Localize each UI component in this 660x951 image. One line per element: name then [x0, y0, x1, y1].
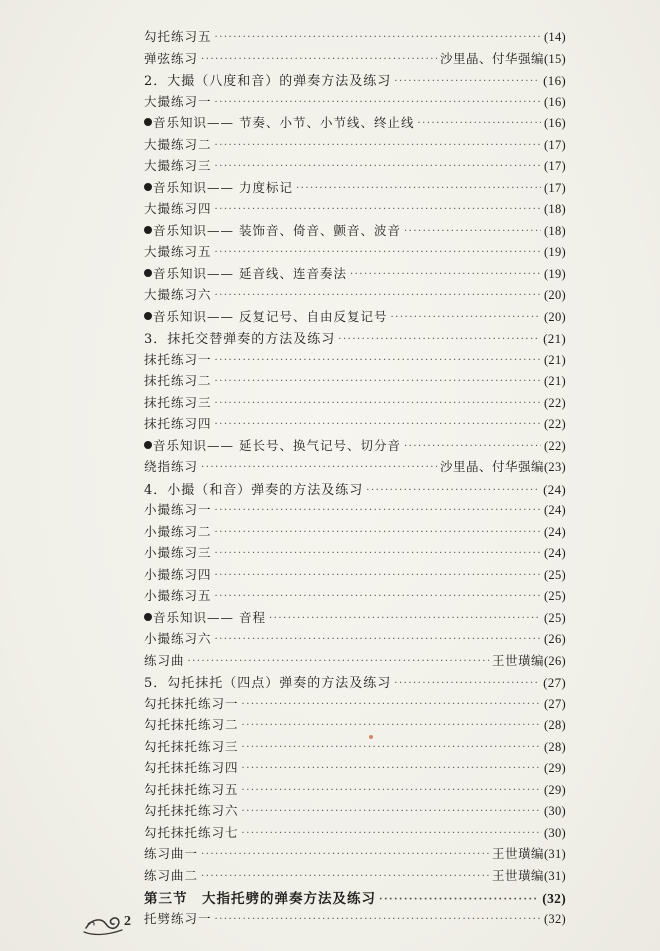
toc-entry-page: (27) [543, 675, 566, 690]
toc-entry-page: (24) [543, 481, 566, 497]
toc-entry-text: 大撮练习四 [144, 201, 212, 216]
toc-entry[interactable] [144, 156, 566, 178]
toc-entry[interactable] [144, 844, 566, 866]
dot-leader [242, 699, 541, 710]
toc-entry-title [144, 27, 212, 45]
toc-entry-page: (29) [543, 782, 566, 797]
dot-leader [201, 871, 489, 882]
toc-entry-page: (25) [543, 610, 566, 625]
toc-entry[interactable] [144, 436, 566, 458]
toc-entry-text: 小撮练习一 [144, 502, 212, 517]
toc-entry[interactable] [144, 887, 566, 909]
bullet-icon [144, 183, 152, 191]
toc-entry-page: (14) [543, 30, 566, 44]
toc-entry-page: (15) [543, 51, 566, 66]
toc-entry[interactable] [144, 801, 566, 823]
toc-entry[interactable] [144, 651, 566, 673]
toc-entry[interactable] [144, 909, 566, 931]
toc-entry-page: (24) [543, 546, 566, 560]
toc-entry-page: (16) [543, 73, 566, 88]
toc-entry-page: (31) [543, 868, 566, 883]
toc-entry-author: 沙里晶、付华强编 [439, 459, 544, 474]
toc-entry-title [144, 758, 239, 776]
toc-entry-title [144, 221, 401, 239]
toc-entry-text: 音乐知识—— 反复记号、自由反复记号 [153, 308, 388, 324]
toc-entry-text: 小撮练习二 [144, 523, 212, 539]
toc-entry-title [144, 780, 239, 798]
toc-entry-text: 勾托抹托练习二 [144, 717, 239, 732]
toc-entry[interactable] [144, 242, 566, 264]
toc-entry-title [144, 565, 212, 583]
toc-entry[interactable] [144, 479, 566, 501]
toc-entry-text: 大撮练习六 [144, 287, 212, 302]
dot-leader [215, 419, 541, 430]
dot-leader [201, 462, 437, 473]
dot-leader [215, 161, 541, 172]
toc-entry-text: 练习曲 [144, 652, 185, 668]
dot-leader [188, 656, 489, 667]
toc-entry-text: 小撮练习四 [144, 566, 212, 582]
toc-entry[interactable] [144, 49, 566, 71]
toc-entry[interactable] [144, 264, 566, 286]
toc-entry-text: 2．大撮（八度和音）的弹奏方法及练习 [144, 74, 392, 89]
toc-entry[interactable] [144, 178, 566, 200]
toc-entry[interactable] [144, 113, 566, 135]
toc-entry-title [144, 92, 212, 110]
dot-leader [404, 226, 541, 237]
toc-entry-text: 小撮练习六 [144, 631, 212, 646]
toc-entry-text: 练习曲二 [144, 867, 199, 883]
toc-entry-text: 练习曲一 [144, 846, 199, 861]
toc-entry-page: (27) [543, 696, 566, 711]
toc-entry-page: (22) [543, 395, 566, 410]
dot-leader [242, 785, 541, 796]
toc-entry-text: 勾托抹托练习四 [144, 760, 239, 775]
toc-entry-page: (23) [543, 460, 566, 474]
toc-entry-title [144, 522, 212, 540]
toc-entry[interactable] [144, 307, 566, 329]
toc-entry-page: (19) [543, 245, 566, 259]
toc-entry-author: 王世璜编 [491, 867, 544, 883]
toc-entry-title [144, 801, 239, 819]
toc-entry-text: 勾托抹托练习六 [144, 803, 239, 818]
dot-leader [350, 269, 541, 280]
table-of-contents [144, 27, 566, 930]
toc-entry-text: 大撮练习一 [144, 93, 212, 109]
dot-leader [215, 570, 541, 581]
toc-entry[interactable] [144, 737, 566, 759]
toc-entry-title [144, 629, 212, 647]
toc-entry-page: (22) [543, 438, 566, 453]
toc-entry-text: 大撮练习五 [144, 244, 212, 259]
toc-entry-text: 大撮练习三 [144, 158, 212, 173]
bullet-icon [144, 269, 152, 277]
dot-leader [215, 527, 541, 538]
dot-leader [338, 334, 540, 345]
toc-entry[interactable] [144, 414, 566, 436]
toc-entry-text: 音乐知识—— 装饰音、倚音、颤音、波音 [153, 222, 401, 238]
toc-entry-title [144, 393, 212, 411]
dot-leader [394, 678, 540, 689]
dot-leader [394, 76, 540, 87]
toc-entry-title [144, 199, 212, 217]
toc-entry[interactable] [144, 565, 566, 587]
toc-entry-text: 小撮练习五 [144, 588, 212, 603]
toc-entry-page: (17) [543, 137, 566, 152]
toc-entry-text: 小撮练习三 [144, 545, 212, 560]
toc-entry-title [144, 866, 198, 884]
toc-entry[interactable] [144, 629, 566, 651]
dot-leader [417, 118, 540, 129]
dot-leader [215, 290, 541, 301]
toc-entry-title [144, 672, 391, 691]
dot-leader [390, 312, 540, 323]
toc-entry-author: 王世璜编 [491, 846, 544, 861]
toc-entry[interactable] [144, 70, 566, 92]
toc-entry-title [144, 909, 212, 927]
dot-leader [201, 849, 489, 860]
toc-entry-text: 抹托练习一 [144, 351, 212, 367]
dot-leader [215, 914, 541, 925]
toc-entry-title [144, 70, 391, 89]
toc-entry-text: 音乐知识—— 音程 [153, 609, 266, 625]
toc-entry-page: (21) [543, 331, 566, 346]
toc-entry-title [144, 350, 212, 368]
toc-entry-page: (25) [543, 589, 566, 603]
dot-leader [242, 763, 541, 774]
dot-leader [215, 591, 541, 602]
toc-entry[interactable] [144, 371, 566, 393]
toc-entry[interactable] [144, 694, 566, 716]
toc-entry-page: (24) [543, 524, 566, 539]
bullet-icon [144, 441, 152, 449]
toc-entry-title [144, 371, 212, 389]
toc-entry[interactable] [144, 608, 566, 630]
toc-entry[interactable] [144, 543, 566, 565]
toc-entry-title [144, 586, 212, 604]
toc-entry-title [144, 307, 387, 325]
toc-entry-title [144, 328, 335, 347]
toc-entry-title [144, 156, 212, 174]
dot-leader [296, 183, 541, 194]
toc-entry-title [144, 694, 239, 712]
toc-entry[interactable] [144, 135, 566, 157]
toc-entry-page: (26) [543, 653, 566, 668]
dot-leader [215, 140, 541, 151]
dot-leader [215, 355, 541, 366]
toc-entry-title [144, 285, 212, 303]
dot-leader [215, 247, 541, 258]
toc-entry-text: 勾托抹托练习七 [144, 824, 239, 840]
toc-entry-page: (29) [543, 761, 566, 775]
toc-entry-page: (32) [542, 891, 566, 906]
toc-entry[interactable] [144, 500, 566, 522]
toc-entry-text: 音乐知识—— 延音线、连音奏法 [153, 265, 347, 281]
toc-entry-page: (28) [543, 718, 566, 732]
toc-entry[interactable] [144, 586, 566, 608]
toc-entry-title [144, 264, 347, 282]
toc-entry-page: (32) [543, 911, 566, 926]
dot-leader [379, 894, 539, 905]
toc-entry-page: (16) [543, 116, 566, 130]
toc-entry-text: 勾托抹托练习五 [144, 781, 239, 797]
toc-entry-page: (28) [543, 739, 566, 754]
dot-leader [242, 806, 541, 817]
toc-entry[interactable] [144, 823, 566, 845]
page-number: 2 [124, 914, 131, 929]
toc-entry-title [144, 49, 198, 67]
toc-entry-author: 沙里晶、付华强编 [439, 50, 544, 66]
toc-entry-title [144, 608, 266, 626]
toc-entry-page: (16) [543, 94, 566, 109]
toc-entry[interactable] [144, 522, 566, 544]
dot-leader [201, 54, 437, 65]
toc-entry-title [144, 457, 198, 475]
toc-entry-title [144, 414, 212, 432]
dot-leader [269, 613, 541, 624]
toc-entry-title [144, 113, 414, 131]
toc-entry-text: 音乐知识—— 节奏、小节、小节线、终止线 [153, 115, 415, 130]
toc-entry-title [144, 715, 239, 733]
toc-entry-page: (31) [543, 847, 566, 861]
dot-leader [215, 97, 541, 108]
dot-leader [242, 742, 541, 753]
toc-entry-text: 弹弦练习 [144, 50, 199, 66]
toc-entry-page: (19) [543, 266, 566, 281]
dot-leader [215, 32, 541, 43]
toc-entry-page: (17) [543, 180, 566, 195]
dot-leader [215, 376, 541, 387]
bullet-icon [144, 226, 152, 234]
toc-entry-text: 5．勾托抹托（四点）弹奏的方法及练习 [144, 676, 392, 691]
toc-entry-text: 音乐知识—— 力度标记 [153, 179, 293, 195]
bullet-icon [144, 613, 152, 621]
dot-leader [215, 634, 541, 645]
toc-entry[interactable] [144, 92, 566, 114]
toc-entry-text: 勾托抹托练习三 [144, 738, 239, 754]
toc-entry[interactable] [144, 199, 566, 221]
toc-entry[interactable] [144, 27, 566, 49]
toc-entry[interactable] [144, 758, 566, 780]
toc-entry[interactable] [144, 672, 566, 694]
bullet-icon [144, 312, 152, 320]
dot-leader [242, 720, 541, 731]
bullet-icon [144, 118, 152, 126]
toc-entry-text: 抹托练习四 [144, 416, 212, 431]
toc-entry-text: 绕指练习 [144, 459, 199, 474]
toc-entry-title [144, 651, 185, 669]
scroll-flourish-icon [82, 910, 142, 940]
toc-entry-text: 4．小撮（和音）弹奏的方法及练习 [144, 482, 364, 498]
toc-entry-text: 勾托练习五 [144, 29, 212, 44]
toc-entry-author: 王世璜编 [491, 652, 544, 668]
toc-entry[interactable] [144, 221, 566, 243]
toc-entry-title [144, 887, 376, 907]
toc-entry-text: 3．抹托交替弹奏的方法及练习 [144, 332, 336, 347]
toc-entry-page: (30) [543, 825, 566, 840]
dot-leader [215, 505, 541, 516]
toc-entry[interactable] [144, 780, 566, 802]
toc-entry-page: (21) [543, 374, 566, 388]
toc-entry-page: (17) [543, 159, 566, 173]
toc-entry-page: (20) [543, 288, 566, 302]
toc-entry-title [144, 500, 212, 518]
dot-leader [215, 204, 541, 215]
toc-entry[interactable] [144, 328, 566, 350]
toc-entry-page: (24) [543, 503, 566, 517]
toc-entry-title [144, 135, 212, 153]
toc-entry-page: (30) [543, 804, 566, 818]
toc-entry-page: (22) [543, 417, 566, 431]
toc-entry-title [144, 823, 239, 841]
toc-entry[interactable] [144, 350, 566, 372]
dot-leader [404, 441, 541, 452]
toc-entry-text: 抹托练习三 [144, 394, 212, 410]
toc-entry-title [144, 844, 198, 862]
dot-leader [366, 485, 540, 496]
toc-entry-title [144, 543, 212, 561]
toc-entry-page: (18) [543, 223, 566, 238]
dot-leader [215, 548, 541, 559]
toc-entry[interactable] [144, 393, 566, 415]
toc-entry[interactable] [144, 285, 566, 307]
toc-entry-page: (18) [543, 202, 566, 216]
toc-entry-text: 托劈练习一 [144, 910, 212, 926]
toc-entry-text: 第三节 大指托劈的弹奏方法及练习 [144, 891, 376, 907]
toc-entry-text: 大撮练习二 [144, 136, 212, 152]
toc-entry[interactable] [144, 457, 566, 479]
toc-entry-text: 音乐知识—— 延长号、换气记号、切分音 [153, 437, 401, 453]
toc-entry-title [144, 436, 401, 454]
toc-entry-text: 抹托练习二 [144, 373, 212, 388]
paper-speck [369, 735, 373, 739]
dot-leader [242, 828, 541, 839]
toc-entry-page: (25) [543, 567, 566, 582]
toc-entry-text: 勾托抹托练习一 [144, 695, 239, 711]
toc-entry-page: (26) [543, 632, 566, 646]
toc-entry-page: (20) [543, 309, 566, 324]
toc-entry-title [144, 737, 239, 755]
dot-leader [215, 398, 541, 409]
toc-entry[interactable] [144, 866, 566, 888]
toc-entry-page: (21) [543, 352, 566, 367]
toc-entry-title [144, 178, 293, 196]
toc-entry-title [144, 479, 363, 498]
toc-entry-title [144, 242, 212, 260]
toc-entry[interactable] [144, 715, 566, 737]
